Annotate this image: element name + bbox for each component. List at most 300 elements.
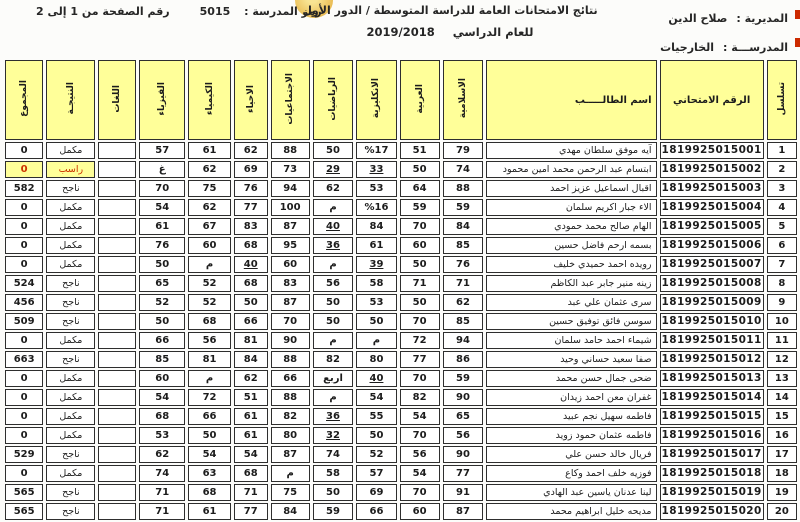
result-row	[5, 237, 797, 254]
col-header-label: اسم الطالـــــب	[574, 94, 652, 106]
cell-social: 75	[271, 484, 310, 501]
cell-chemistry: 68	[188, 484, 231, 501]
cell-social: 73	[271, 161, 310, 178]
cell-physics: 61	[139, 218, 185, 235]
cell-social: 84	[271, 503, 310, 520]
cell-languages	[98, 237, 136, 254]
cell-math: 29	[313, 161, 354, 178]
cell-name: سوسن فائق توفيق حسين	[486, 313, 656, 330]
cell-exam_no: 1819925015008	[660, 275, 764, 292]
cell-islamic: 77	[443, 465, 484, 482]
col-header-islamic	[443, 60, 484, 140]
cell-english: 84	[356, 218, 396, 235]
school-label: المدرســـة :	[723, 41, 788, 54]
cell-serial: 18	[767, 465, 797, 482]
cell-total: 0	[5, 465, 43, 482]
cell-arabic: 64	[400, 180, 440, 197]
cell-exam_no: 1819925015007	[660, 256, 764, 273]
cell-languages	[98, 446, 136, 463]
col-header-label: الكيمياء	[204, 81, 215, 116]
cell-chemistry: 62	[188, 199, 231, 216]
cell-languages	[98, 294, 136, 311]
cell-islamic: 76	[443, 256, 484, 273]
cell-exam_no: 1819925015011	[660, 332, 764, 349]
cell-total: 565	[5, 503, 43, 520]
cell-chemistry: 67	[188, 218, 231, 235]
col-header-label: النتيجـة	[65, 82, 76, 115]
cell-total: 565	[5, 484, 43, 501]
cell-islamic: 62	[443, 294, 484, 311]
cell-chemistry: م	[188, 256, 231, 273]
cell-social: 100	[271, 199, 310, 216]
result-row	[5, 389, 797, 406]
cell-total: 529	[5, 446, 43, 463]
result-row	[5, 351, 797, 368]
cell-english: 53	[356, 180, 396, 197]
col-header-english	[356, 60, 396, 140]
cell-languages	[98, 484, 136, 501]
directorate-value: صلاح الدين	[668, 12, 728, 25]
cell-english: 69	[356, 484, 396, 501]
cell-exam_no: 1819925015016	[660, 427, 764, 444]
cell-physics: 54	[139, 389, 185, 406]
cell-english: 58	[356, 275, 396, 292]
cell-social: 87	[271, 218, 310, 235]
col-header-exam_no	[660, 60, 764, 140]
cell-exam_no: 1819925015017	[660, 446, 764, 463]
cell-chemistry: 81	[188, 351, 231, 368]
cell-name: فاطمه سهيل نجم عبيد	[486, 408, 656, 425]
cell-languages	[98, 218, 136, 235]
cell-serial: 4	[767, 199, 797, 216]
cell-chemistry: 52	[188, 294, 231, 311]
cell-languages	[98, 275, 136, 292]
cell-math: 50	[313, 294, 354, 311]
header-row	[5, 60, 797, 140]
cell-math: م	[313, 389, 354, 406]
cell-name: سرى عثمان علي عبد	[486, 294, 656, 311]
cell-physics: 71	[139, 484, 185, 501]
cell-biology: 51	[234, 389, 268, 406]
cell-serial: 14	[767, 389, 797, 406]
cell-serial: 10	[767, 313, 797, 330]
cell-social: م	[271, 465, 310, 482]
cell-arabic: 50	[400, 256, 440, 273]
cell-biology: 71	[234, 484, 268, 501]
cell-arabic: 50	[400, 161, 440, 178]
result-row	[5, 294, 797, 311]
col-header-math	[313, 60, 354, 140]
school-code-value: 5015	[199, 5, 231, 18]
cell-exam_no: 1819925015020	[660, 503, 764, 520]
cell-physics: 65	[139, 275, 185, 292]
cell-name: فاطمه عثمان حمود زويد	[486, 427, 656, 444]
col-header-label: الرياضيات	[328, 76, 338, 121]
cell-arabic: 70	[400, 313, 440, 330]
cell-biology: 68	[234, 237, 268, 254]
cell-physics: 50	[139, 313, 185, 330]
cell-name: غفران معن احمد زيدان	[486, 389, 656, 406]
cell-physics: 68	[139, 408, 185, 425]
cell-name: لينا عدنان ياسين عبد الهادي	[486, 484, 656, 501]
result-row	[5, 256, 797, 273]
col-header-label: المجموع	[19, 80, 30, 117]
cell-social: 83	[271, 275, 310, 292]
cell-result: ناجح	[46, 351, 95, 368]
cell-math: 50	[313, 484, 354, 501]
col-header-name	[486, 60, 656, 140]
cell-name: الاء جبار اكريم سلمان	[486, 199, 656, 216]
cell-serial: 2	[767, 161, 797, 178]
cell-result: ناجح	[46, 180, 95, 197]
cell-islamic: 87	[443, 503, 484, 520]
result-row	[5, 332, 797, 349]
cell-total: 0	[5, 218, 43, 235]
result-row	[5, 408, 797, 425]
cell-english: 53	[356, 294, 396, 311]
result-row	[5, 427, 797, 444]
directorate-label: المديرية :	[736, 12, 788, 25]
cell-languages	[98, 370, 136, 387]
cell-english: 54	[356, 389, 396, 406]
cell-english: 50	[356, 313, 396, 330]
cell-biology: 62	[234, 142, 268, 159]
cell-result: مكمل	[46, 218, 95, 235]
cell-social: 95	[271, 237, 310, 254]
cell-serial: 17	[767, 446, 797, 463]
cell-languages	[98, 161, 136, 178]
cell-serial: 19	[767, 484, 797, 501]
cell-biology: 69	[234, 161, 268, 178]
cell-arabic: 70	[400, 427, 440, 444]
cell-islamic: 94	[443, 332, 484, 349]
cell-exam_no: 1819925015013	[660, 370, 764, 387]
cell-english: 33	[356, 161, 396, 178]
result-row	[5, 503, 797, 520]
cell-islamic: 59	[443, 370, 484, 387]
school-code	[200, 5, 322, 18]
cell-physics: 53	[139, 427, 185, 444]
cell-social: 82	[271, 408, 310, 425]
cell-name: آيه موفق سلطان مهدي	[486, 142, 656, 159]
col-header-label: الانكليزية	[371, 78, 382, 119]
report-title-block	[295, 4, 605, 39]
cell-english: 57	[356, 465, 396, 482]
cell-exam_no: 1819925015019	[660, 484, 764, 501]
cell-biology: 50	[234, 294, 268, 311]
academic-year-label: للعام الدراسي	[452, 25, 534, 39]
academic-year-value: 2019/2018	[366, 25, 435, 39]
cell-math: 36	[313, 237, 354, 254]
cell-biology: 84	[234, 351, 268, 368]
red-edge-mark	[795, 10, 800, 19]
cell-social: 80	[271, 427, 310, 444]
result-row	[5, 180, 797, 197]
cell-chemistry: 61	[188, 503, 231, 520]
cell-result: راسب	[46, 161, 95, 178]
cell-arabic: 77	[400, 351, 440, 368]
cell-social: 90	[271, 332, 310, 349]
cell-math: 36	[313, 408, 354, 425]
cell-exam_no: 1819925015006	[660, 237, 764, 254]
col-header-label: العربية	[414, 83, 425, 114]
col-header-label: الفيزياء	[157, 81, 168, 116]
cell-name: زينه منير جابر عبد الكاظم	[486, 275, 656, 292]
cell-languages	[98, 408, 136, 425]
cell-languages	[98, 332, 136, 349]
cell-total: 582	[5, 180, 43, 197]
col-header-label: الاجتماعيات	[285, 72, 296, 125]
cell-arabic: 60	[400, 237, 440, 254]
cell-serial: 11	[767, 332, 797, 349]
cell-biology: 68	[234, 275, 268, 292]
cell-arabic: 51	[400, 142, 440, 159]
cell-name: اقبال اسماعيل عزيز احمد	[486, 180, 656, 197]
cell-arabic: 70	[400, 484, 440, 501]
cell-biology: 66	[234, 313, 268, 330]
cell-arabic: 70	[400, 218, 440, 235]
cell-languages	[98, 389, 136, 406]
cell-chemistry: 60	[188, 237, 231, 254]
cell-biology: 77	[234, 199, 268, 216]
cell-result: مكمل	[46, 332, 95, 349]
cell-result: ناجح	[46, 275, 95, 292]
cell-math: م	[313, 256, 354, 273]
result-row	[5, 161, 797, 178]
cell-exam_no: 1819925015010	[660, 313, 764, 330]
col-header-result	[46, 60, 95, 140]
cell-chemistry: 61	[188, 142, 231, 159]
cell-math: 50	[313, 313, 354, 330]
cell-arabic: 70	[400, 370, 440, 387]
result-row	[5, 484, 797, 501]
cell-result: مكمل	[46, 142, 95, 159]
cell-serial: 8	[767, 275, 797, 292]
cell-islamic: 91	[443, 484, 484, 501]
cell-arabic: 56	[400, 446, 440, 463]
cell-english: 39	[356, 256, 396, 273]
cell-name: الهام صالح محمد حمودي	[486, 218, 656, 235]
cell-islamic: 59	[443, 199, 484, 216]
cell-chemistry: 63	[188, 465, 231, 482]
cell-chemistry: 72	[188, 389, 231, 406]
cell-biology: 40	[234, 256, 268, 273]
cell-result: ناجح	[46, 503, 95, 520]
cell-islamic: 84	[443, 218, 484, 235]
cell-physics: 57	[139, 142, 185, 159]
cell-physics: 60	[139, 370, 185, 387]
cell-physics: غ	[139, 161, 185, 178]
cell-math: 56	[313, 275, 354, 292]
cell-languages	[98, 313, 136, 330]
cell-languages	[98, 180, 136, 197]
cell-exam_no: 1819925015001	[660, 142, 764, 159]
cell-exam_no: 1819925015009	[660, 294, 764, 311]
cell-math: 58	[313, 465, 354, 482]
cell-languages	[98, 199, 136, 216]
cell-serial: 15	[767, 408, 797, 425]
cell-result: مكمل	[46, 256, 95, 273]
cell-result: ناجح	[46, 313, 95, 330]
cell-name: فريال خالد حسن علي	[486, 446, 656, 463]
cell-total: 456	[5, 294, 43, 311]
result-row	[5, 199, 797, 216]
cell-serial: 12	[767, 351, 797, 368]
cell-social: 60	[271, 256, 310, 273]
cell-english: %17	[356, 142, 396, 159]
cell-biology: 68	[234, 465, 268, 482]
cell-social: 87	[271, 446, 310, 463]
col-header-chemistry	[188, 60, 231, 140]
cell-islamic: 65	[443, 408, 484, 425]
cell-chemistry: 66	[188, 408, 231, 425]
cell-chemistry: 62	[188, 161, 231, 178]
cell-chemistry: 75	[188, 180, 231, 197]
cell-serial: 6	[767, 237, 797, 254]
cell-biology: 61	[234, 408, 268, 425]
page-header	[0, 0, 800, 60]
cell-name: مديحه خليل ابراهيم محمد	[486, 503, 656, 520]
cell-islamic: 85	[443, 237, 484, 254]
cell-social: 94	[271, 180, 310, 197]
cell-name: شيماء احمد حامد سلمان	[486, 332, 656, 349]
cell-total: 524	[5, 275, 43, 292]
col-header-physics	[139, 60, 185, 140]
red-edge-mark	[795, 38, 800, 47]
cell-serial: 5	[767, 218, 797, 235]
cell-exam_no: 1819925015018	[660, 465, 764, 482]
cell-languages	[98, 503, 136, 520]
cell-math: 62	[313, 180, 354, 197]
cell-arabic: 59	[400, 199, 440, 216]
result-row	[5, 275, 797, 292]
cell-social: 66	[271, 370, 310, 387]
cell-total: 509	[5, 313, 43, 330]
col-header-total	[5, 60, 43, 140]
cell-chemistry: م	[188, 370, 231, 387]
cell-social: 87	[271, 294, 310, 311]
cell-total: 0	[5, 256, 43, 273]
col-header-arabic	[400, 60, 440, 140]
cell-physics: 71	[139, 503, 185, 520]
cell-arabic: 72	[400, 332, 440, 349]
col-header-social	[271, 60, 310, 140]
cell-biology: 81	[234, 332, 268, 349]
cell-languages	[98, 142, 136, 159]
cell-islamic: 85	[443, 313, 484, 330]
cell-chemistry: 52	[188, 275, 231, 292]
school-code-label: رمز المدرسة :	[244, 5, 322, 18]
page-range: رقم الصفحة من 1 إلى 2	[36, 5, 170, 18]
cell-english: 80	[356, 351, 396, 368]
cell-math: 82	[313, 351, 354, 368]
cell-chemistry: 56	[188, 332, 231, 349]
result-row	[5, 446, 797, 463]
col-header-label: الرقم الامتحاني	[672, 95, 751, 106]
cell-exam_no: 1819925015002	[660, 161, 764, 178]
cell-name: ابتسام عبد الرحمن محمد امين محمود	[486, 161, 656, 178]
result-row	[5, 142, 797, 159]
cell-islamic: 86	[443, 351, 484, 368]
cell-exam_no: 1819925015005	[660, 218, 764, 235]
cell-chemistry: 50	[188, 427, 231, 444]
cell-languages	[98, 465, 136, 482]
cell-math: م	[313, 332, 354, 349]
cell-math: 74	[313, 446, 354, 463]
cell-arabic: 60	[400, 503, 440, 520]
cell-math: م	[313, 199, 354, 216]
cell-languages	[98, 351, 136, 368]
result-row	[5, 218, 797, 235]
cell-arabic: 71	[400, 275, 440, 292]
cell-english: 55	[356, 408, 396, 425]
report-title: نتائج الامتحانات العامة للدراسة المتوسطة / الدور الأول	[302, 4, 598, 17]
cell-physics: 52	[139, 294, 185, 311]
cell-result: مكمل	[46, 237, 95, 254]
cell-biology: 62	[234, 370, 268, 387]
cell-serial: 1	[767, 142, 797, 159]
col-header-serial	[767, 60, 797, 140]
cell-chemistry: 54	[188, 446, 231, 463]
cell-biology: 54	[234, 446, 268, 463]
cell-exam_no: 1819925015014	[660, 389, 764, 406]
cell-math: 32	[313, 427, 354, 444]
cell-serial: 16	[767, 427, 797, 444]
cell-biology: 77	[234, 503, 268, 520]
cell-math: 59	[313, 503, 354, 520]
result-row	[5, 370, 797, 387]
cell-exam_no: 1819925015012	[660, 351, 764, 368]
cell-chemistry: 68	[188, 313, 231, 330]
cell-physics: 85	[139, 351, 185, 368]
cell-biology: 76	[234, 180, 268, 197]
cell-total: 0	[5, 237, 43, 254]
cell-math: اربع	[313, 370, 354, 387]
cell-result: مكمل	[46, 427, 95, 444]
cell-english: 40	[356, 370, 396, 387]
cell-arabic: 50	[400, 294, 440, 311]
cell-total: 663	[5, 351, 43, 368]
results-table	[2, 58, 800, 522]
cell-languages	[98, 427, 136, 444]
cell-islamic: 88	[443, 180, 484, 197]
cell-english: 50	[356, 427, 396, 444]
cell-english: 52	[356, 446, 396, 463]
cell-arabic: 54	[400, 408, 440, 425]
cell-physics: 66	[139, 332, 185, 349]
results-table-header	[5, 60, 797, 140]
col-header-label: اللغات	[112, 84, 123, 113]
col-header-biology	[234, 60, 268, 140]
cell-social: 88	[271, 351, 310, 368]
col-header-label: تسلسل	[776, 81, 787, 116]
cell-name: فوزيه خلف احمد وكاع	[486, 465, 656, 482]
cell-serial: 9	[767, 294, 797, 311]
cell-result: ناجح	[46, 484, 95, 501]
cell-english: م	[356, 332, 396, 349]
cell-physics: 62	[139, 446, 185, 463]
cell-result: مكمل	[46, 199, 95, 216]
cell-social: 88	[271, 389, 310, 406]
cell-serial: 7	[767, 256, 797, 273]
cell-social: 70	[271, 313, 310, 330]
cell-exam_no: 1819925015015	[660, 408, 764, 425]
results-table-body	[5, 142, 797, 520]
col-header-label: الاسلامية	[457, 78, 468, 119]
cell-physics: 54	[139, 199, 185, 216]
cell-serial: 3	[767, 180, 797, 197]
cell-physics: 76	[139, 237, 185, 254]
